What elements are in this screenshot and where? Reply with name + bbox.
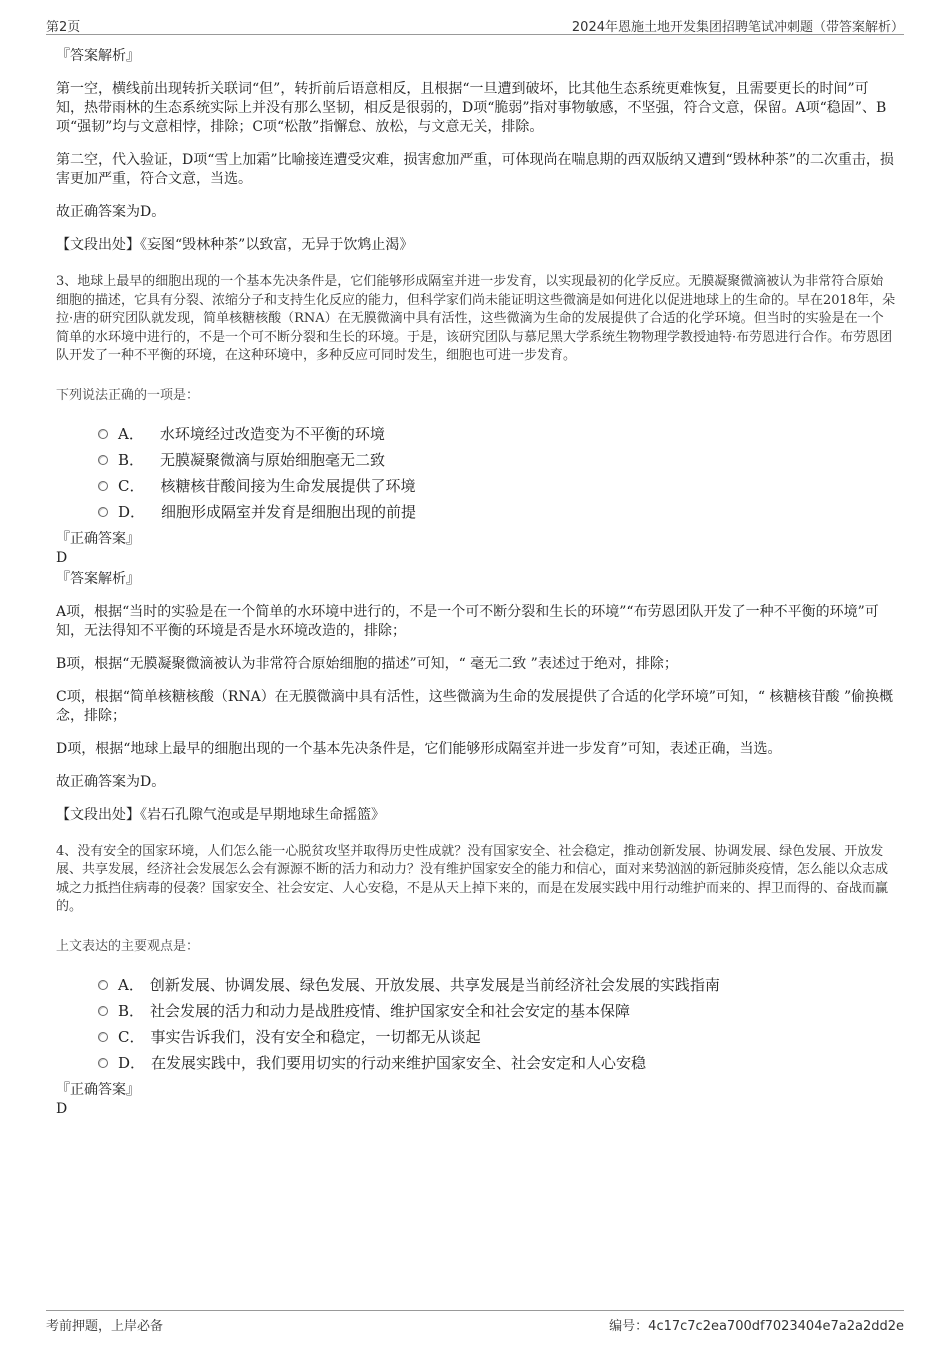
analysis-paragraph: C项，根据“简单核糖核酸（RNA）在无膜微滴中具有活性，这些微滴为生命的发展提供了合适的化学环境”可知，“ 核糖核苷酸 ”偷换概念，排除； — [56, 688, 894, 724]
correct-answer: D — [56, 1100, 68, 1117]
page-content — [56, 46, 896, 1118]
source-citation: 【文段出处】《妄图“毁林种茶”以致富，无异于饮鸩止渴》 — [56, 237, 414, 253]
option-d[interactable] — [98, 499, 896, 525]
source-citation: 【文段出处】《岩石孔隙气泡或是早期地球生命摇篮》 — [56, 806, 385, 823]
option-text: 社会发展的活力和动力是战胜疫情、维护国家安全和社会安定的基本保障 — [150, 1001, 631, 1020]
footer-slogan: 考前押题，上岸必备 — [46, 1319, 164, 1334]
option-list — [98, 421, 896, 525]
radio-button[interactable] — [98, 1058, 108, 1068]
analysis-paragraph: B项，根据“无膜凝聚微滴被认为非常符合原始细胞的描述”可知，“ 毫无二致 ”表述过于绝对，排除； — [56, 655, 678, 672]
analysis-conclusion: 故正确答案为D。 — [56, 204, 166, 220]
option-text: 在发展实践中，我们要用切实的行动来维护国家安全、社会安定和人心安稳 — [151, 1053, 647, 1072]
document-title: 2024年恩施土地开发集团招聘笔试冲刺题（带答案解析） — [571, 20, 904, 35]
question-stem: 3、地球上最早的细胞出现的一个基本先决条件是，它们能够形成隔室并进一步发育，以实现最初的化学反应。无膜凝聚微滴被认为非常符合原始细胞的描述，它具有分裂、浓缩分子和支持生化反应的能力，但科学家们尚未能证明这些微滴是如何进化以促进地球上的生命的。早在2018年，朵拉·唐的研究团队就发现，简单核糖核酸（RNA）在无膜微滴中具有活性，这些微滴为生命的发展提供了合适的化学环境。但当时的实验是在一个简单的水环境中进行的，不是一个可不断分裂和生长的环境。于是，该研究团队与慕尼黑大学系统生物物理学教授迪特·布劳恩进行合作。布劳恩团队开发了一种不平衡的环境，在这种环境中，多种反应可同时发生，细胞也可进一步发育。 — [56, 274, 896, 363]
radio-button[interactable] — [98, 507, 108, 517]
analysis-conclusion: 故正确答案为D。 — [56, 773, 166, 790]
option-b[interactable] — [98, 998, 896, 1024]
analysis-paragraph: 第二空，代入验证，D项“雪上加霜”比喻接连遭受灾难，损害愈加严重，可体现尚在喘息期的西双版纳又遭到“毁林种茶”的二次重击，损害更加严重，符合文意，当选。 — [56, 152, 894, 187]
radio-button[interactable] — [98, 980, 108, 990]
option-list — [98, 972, 896, 1076]
option-text: 事实告诉我们，没有安全和稳定，一切都无从谈起 — [150, 1027, 481, 1046]
analysis-label: 『答案解析』 — [56, 48, 140, 64]
option-text: 创新发展、协调发展、绿色发展、开放发展、共享发展是当前经济社会发展的实践指南 — [149, 975, 720, 994]
document-id: 编号：4c17c7c2ea700df7023404e7a2a2dd2e — [609, 1319, 904, 1334]
option-text: 水环境经过改造变为不平衡的环境 — [159, 424, 385, 443]
option-letter: B． — [118, 1001, 145, 1020]
option-text: 核糖核苷酸间接为生命发展提供了环境 — [160, 476, 416, 495]
option-letter: C． — [118, 1027, 145, 1046]
analysis-paragraph: D项，根据“地球上最早的细胞出现的一个基本先决条件是，它们能够形成隔室并进一步发育”可知，表述正确，当选。 — [56, 740, 782, 757]
page-footer — [46, 1310, 904, 1333]
question-prompt: 上文表达的主要观点是： — [56, 938, 200, 954]
option-text: 细胞形成隔室并发育是细胞出现的前提 — [161, 502, 417, 521]
option-a[interactable] — [98, 421, 896, 447]
option-letter: D． — [118, 1053, 146, 1072]
question-stem: 4、没有安全的国家环境，人们怎么能一心脱贫攻坚并取得历史性成就？没有国家安全、社会稳定，推动创新发展、协调发展、绿色发展、开放发展、共享发展，经济社会发展怎么会有源源不断的活力和动力？没有维护国家安全的能力和信心，面对来势汹汹的新冠肺炎疫情，怎么能以众志成城之力抵挡住病毒的侵袭？国家安全、社会安定、人心安稳，不是从天上掉下来的，而是在发展实践中用行动维护而来的、捍卫而得的、奋战而赢的。 — [56, 843, 889, 914]
page-number: 第2页 — [46, 20, 81, 35]
option-letter: A． — [118, 975, 144, 994]
option-c[interactable] — [98, 473, 896, 499]
option-letter: C． — [118, 476, 145, 495]
analysis-label: 『答案解析』 — [56, 570, 140, 587]
radio-button[interactable] — [98, 481, 108, 491]
option-text: 无膜凝聚微滴与原始细胞毫无二致 — [160, 450, 386, 469]
option-letter: D． — [118, 502, 146, 521]
option-b[interactable] — [98, 447, 896, 473]
option-letter: B． — [118, 450, 145, 469]
radio-button[interactable] — [98, 1006, 108, 1016]
answer-label: 『正确答案』 — [56, 1081, 140, 1098]
correct-answer: D — [56, 549, 68, 566]
answer-label: 『正确答案』 — [56, 530, 140, 547]
analysis-paragraph: A项，根据“当时的实验是在一个简单的水环境中进行的，不是一个可不断分裂和生长的环境”“布劳恩团队开发了一种不平衡的环境”可知，无法得知不平衡的环境是否是水环境改造的，排除； — [56, 603, 879, 639]
option-a[interactable] — [98, 972, 896, 998]
option-c[interactable] — [98, 1024, 896, 1050]
radio-button[interactable] — [98, 455, 108, 465]
question-prompt: 下列说法正确的一项是： — [56, 387, 200, 403]
analysis-paragraph: 第一空，横线前出现转折关联词“但”，转折前后语意相反，且根据“一旦遭到破坏，比其他生态系统更难恢复，且需要更长的时间”可知，热带雨林的生态系统实际上并没有那么坚韧，相反是很弱的，D项“脆弱”指对事物敏感，不坚强，符合文意，保留。A项“稳固”、B项“强韧”均与文意相悖，排除；C项“松散”指懈怠、放松，与文意无关，排除。 — [56, 81, 887, 135]
option-d[interactable] — [98, 1050, 896, 1076]
radio-button[interactable] — [98, 1032, 108, 1042]
option-letter: A． — [118, 424, 144, 443]
radio-button[interactable] — [98, 429, 108, 439]
page-header — [46, 14, 904, 35]
